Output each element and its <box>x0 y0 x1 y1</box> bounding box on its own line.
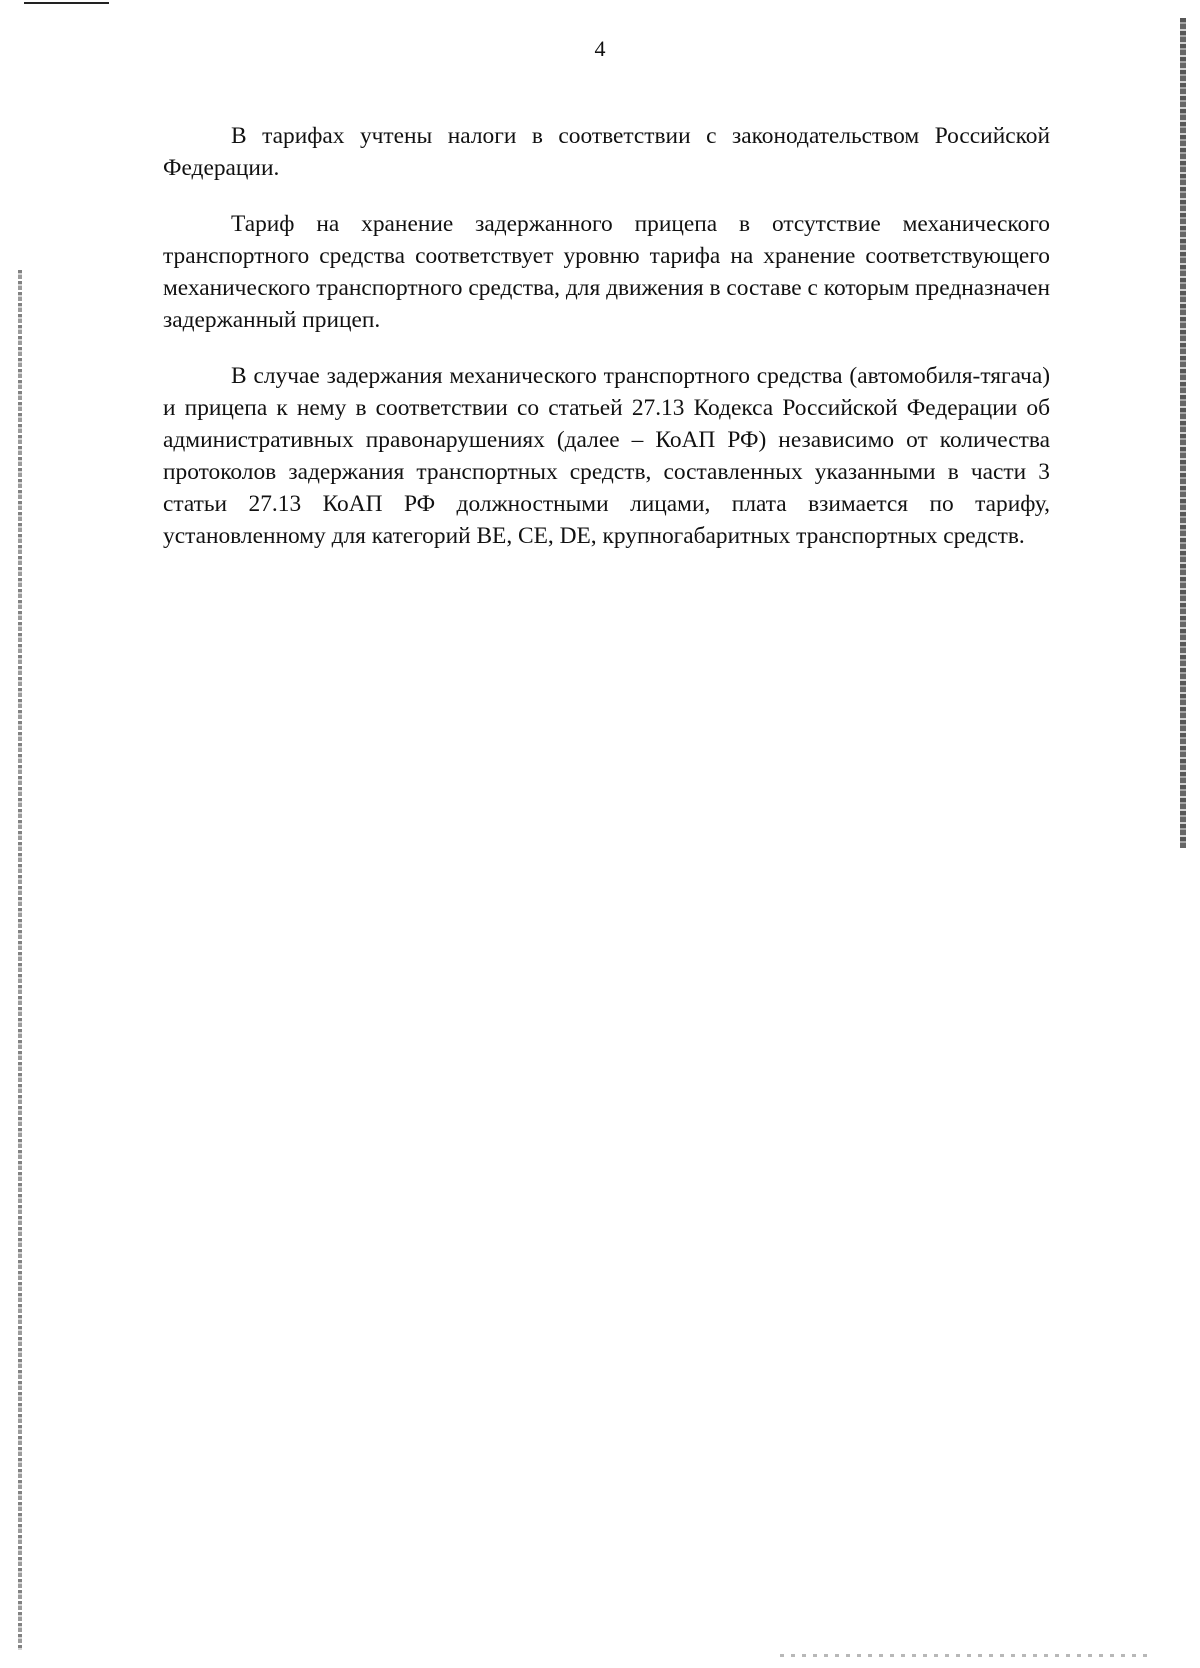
scan-bottom-artifact <box>780 1654 1150 1657</box>
scan-left-edge-artifact <box>18 270 22 1650</box>
paragraph-taxes: В тарифах учтены налоги в соответствии с законодательством Российской Федерации. <box>163 123 1050 181</box>
page-number: 4 <box>594 36 606 61</box>
top-edge-line <box>24 2 109 4</box>
document-body <box>163 120 1050 576</box>
paragraph-trailer-storage-tariff: Тариф на хранение задержанного прицепа в отсутствие механического транспортного средства соответствует уровню тарифа на хранение соответствующего механического транспортного средства, для движения в составе с которым предназначен задержанный прицеп. <box>163 211 1050 333</box>
scan-right-edge-artifact <box>1180 18 1186 848</box>
paragraph-tractor-trailer-detention: В случае задержания механического транспортного средства (автомобиля-тягача) и прицепа к нему в соответствии со статьей 27.13 Кодекса Российской Федерации об административных правонарушениях (далее – КоАП РФ) независимо от количества протоколов задержания транспортных средств, составленных указанными в части 3 статьи 27.13 КоАП РФ должностными лицами, плата взимается по тарифу, установленному для категорий ВЕ, СЕ, DE, крупногабаритных транспортных средств. <box>163 363 1050 549</box>
